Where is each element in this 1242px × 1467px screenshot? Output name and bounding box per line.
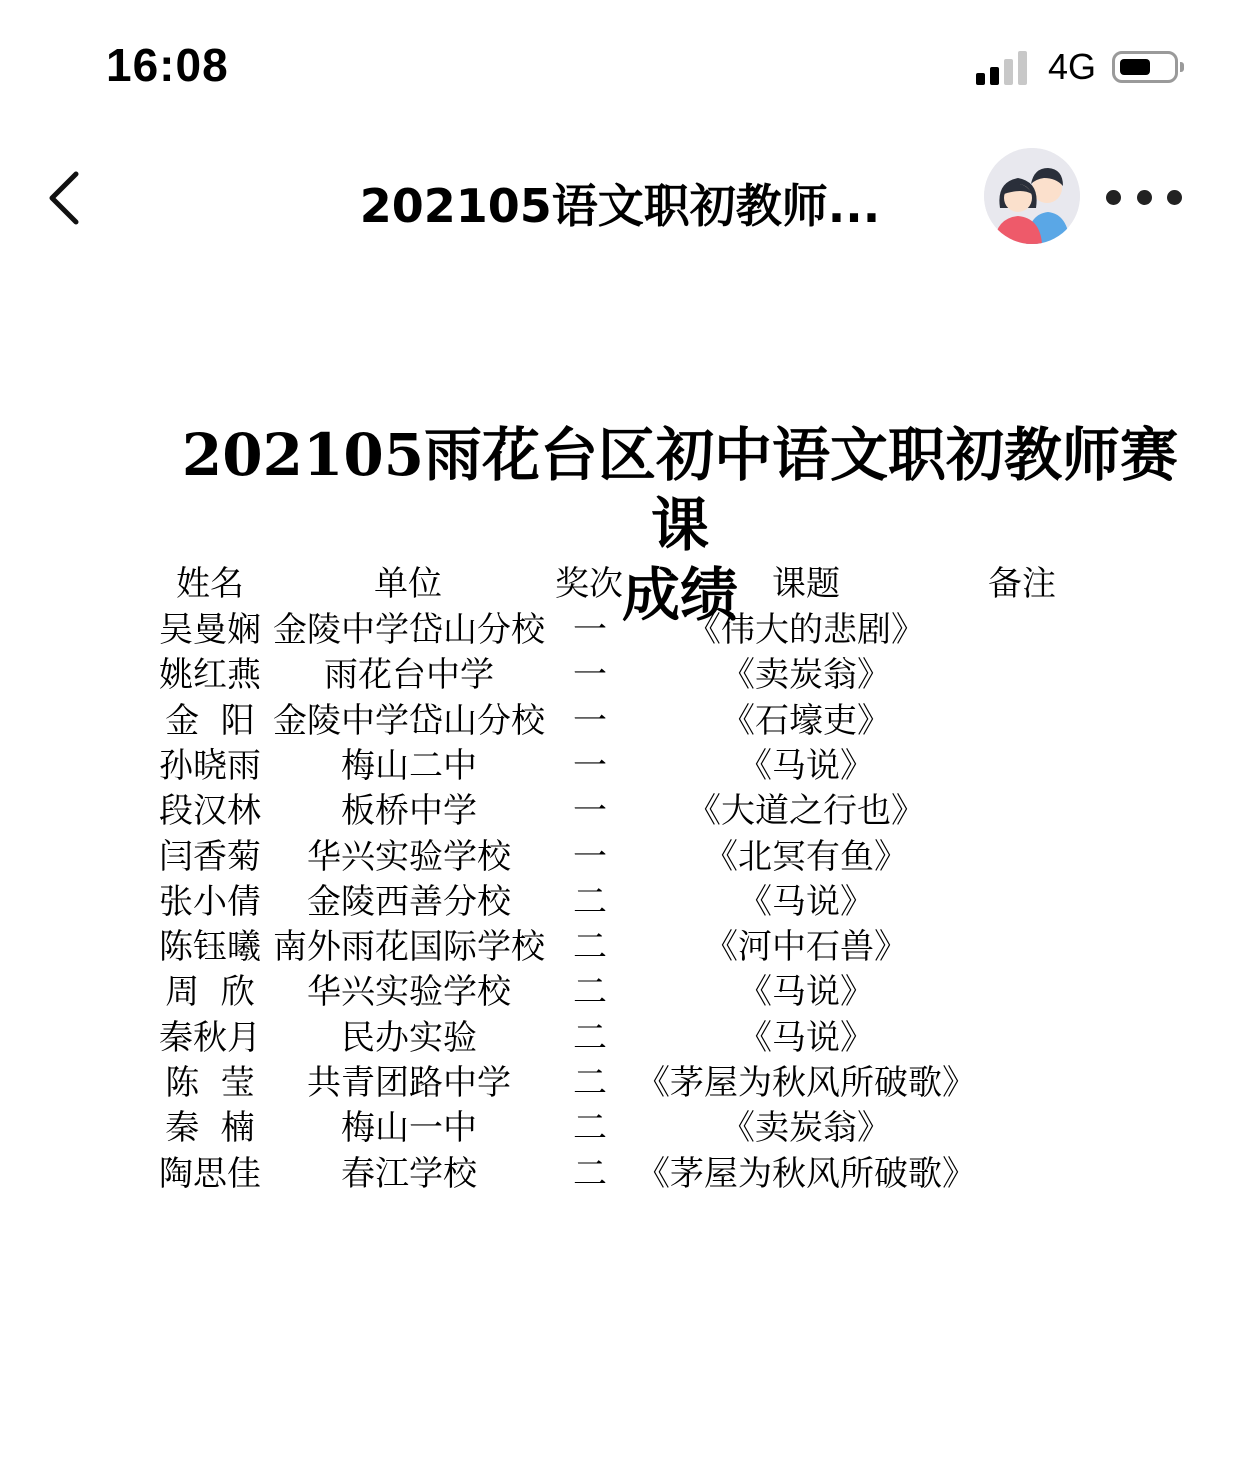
table-cell-name: 秦秋月 bbox=[159, 1017, 261, 1058]
header-award: 奖次 bbox=[555, 564, 623, 604]
table-cell-unit: 春江学校 bbox=[341, 1153, 477, 1194]
table-cell-award: 一 bbox=[573, 610, 607, 650]
status-indicators bbox=[976, 46, 1178, 88]
table-cell-award: 二 bbox=[573, 1017, 607, 1058]
table-cell-unit: 金陵中学岱山分校 bbox=[273, 610, 545, 650]
table-cell-unit: 金陵中学岱山分校 bbox=[273, 700, 545, 741]
table-cell-award: 一 bbox=[573, 836, 607, 877]
table-cell-name: 吴曼娴 bbox=[159, 610, 261, 650]
header-topic: 课题 bbox=[772, 564, 840, 604]
table-cell-award: 二 bbox=[573, 927, 607, 968]
document-title-line1: 202105雨花台区初中语文职初教师赛课 bbox=[181, 421, 1179, 559]
table-cell-name: 陈 莹 bbox=[165, 1063, 255, 1103]
table-cell-unit: 南外雨花国际学校 bbox=[273, 927, 545, 968]
table-cell-name: 姚红燕 bbox=[159, 655, 261, 696]
table-cell-award: 二 bbox=[573, 881, 607, 922]
network-label: 4G bbox=[1047, 46, 1096, 87]
more-button[interactable] bbox=[1106, 180, 1182, 214]
table-cell-unit: 华兴实验学校 bbox=[307, 972, 511, 1013]
table-cell-topic: 《马说》 bbox=[738, 972, 874, 1013]
table-cell-name: 秦 楠 bbox=[165, 1108, 255, 1149]
table-cell-topic: 《大道之行也》 bbox=[687, 791, 925, 832]
table-cell-name: 闫香菊 bbox=[159, 836, 261, 877]
table-cell-award: 一 bbox=[573, 791, 607, 832]
table-cell-name: 金 阳 bbox=[165, 700, 255, 741]
table-cell-award: 二 bbox=[573, 1108, 607, 1149]
table-cell-topic: 《河中石兽》 bbox=[704, 927, 908, 968]
table-cell-award: 一 bbox=[573, 745, 607, 786]
table-cell-award: 二 bbox=[573, 1153, 607, 1194]
table-cell-topic: 《伟大的悲剧》 bbox=[687, 610, 925, 650]
more-icon bbox=[1106, 190, 1121, 205]
back-icon bbox=[40, 168, 90, 228]
document-title-line2: 成绩 bbox=[621, 561, 738, 629]
table-cell-name: 段汉林 bbox=[159, 791, 261, 832]
table-cell-unit: 共青团路中学 bbox=[307, 1063, 511, 1103]
header-name: 姓名 bbox=[176, 564, 244, 604]
table-cell-name: 张小倩 bbox=[159, 881, 261, 922]
table-cell-unit: 民办实验 bbox=[341, 1017, 477, 1058]
table-cell-topic: 《卖炭翁》 bbox=[721, 655, 891, 696]
table-cell-topic: 《北冥有鱼》 bbox=[704, 836, 908, 877]
table-cell-topic: 《茅屋为秋风所破歌》 bbox=[636, 1153, 976, 1194]
chat-title: 202105语文职初教师... bbox=[359, 179, 881, 233]
table-cell-topic: 《马说》 bbox=[738, 881, 874, 922]
table-cell-topic: 《茅屋为秋风所破歌》 bbox=[636, 1063, 976, 1103]
table-cell-unit: 梅山二中 bbox=[341, 745, 477, 786]
header-unit: 单位 bbox=[374, 564, 442, 604]
table-cell-award: 一 bbox=[573, 700, 607, 741]
table-cell-unit: 板桥中学 bbox=[341, 791, 477, 832]
table-cell-name: 孙晓雨 bbox=[159, 745, 261, 786]
table-cell-name: 陶思佳 bbox=[159, 1153, 261, 1194]
header-note: 备注 bbox=[988, 564, 1056, 604]
table-cell-name: 陈钰曦 bbox=[159, 927, 261, 968]
table-cell-topic: 《马说》 bbox=[738, 1017, 874, 1058]
table-cell-unit: 梅山一中 bbox=[341, 1108, 477, 1149]
table-cell-award: 一 bbox=[573, 655, 607, 696]
back-button[interactable] bbox=[40, 168, 90, 228]
group-avatar-icon[interactable] bbox=[984, 148, 1080, 244]
table-cell-award: 二 bbox=[573, 972, 607, 1013]
table-cell-topic: 《石壕吏》 bbox=[721, 700, 891, 741]
table-cell-unit: 雨花台中学 bbox=[324, 655, 494, 696]
signal-icon bbox=[976, 49, 1032, 85]
table-cell-name: 周 欣 bbox=[165, 972, 255, 1013]
table-cell-topic: 《马说》 bbox=[738, 745, 874, 786]
status-time: 16:08 bbox=[106, 39, 229, 91]
table-cell-topic: 《卖炭翁》 bbox=[721, 1108, 891, 1149]
table-cell-unit: 金陵西善分校 bbox=[307, 881, 511, 922]
battery-icon bbox=[1112, 51, 1178, 83]
table-cell-unit: 华兴实验学校 bbox=[307, 836, 511, 877]
table-cell-award: 二 bbox=[573, 1063, 607, 1103]
